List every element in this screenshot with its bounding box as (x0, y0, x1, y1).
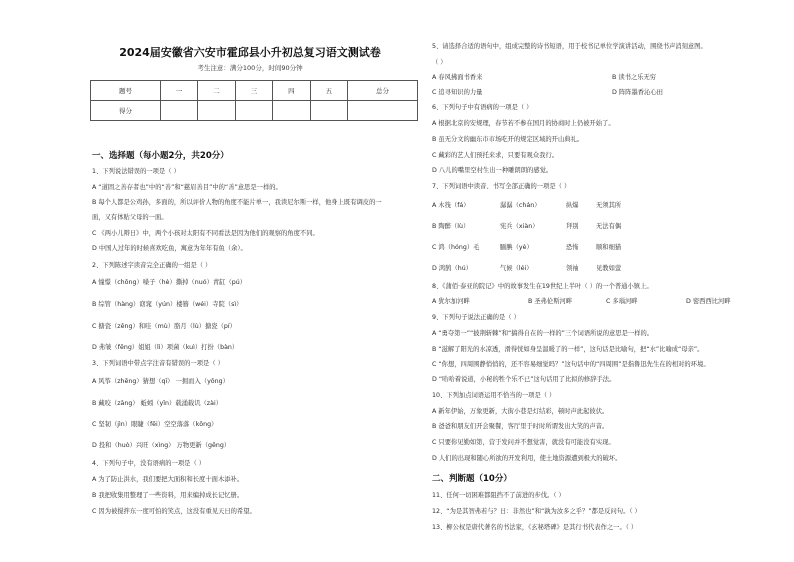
question-line: 13、柳公权是唐代著名的书法家，《玄秘塔碑》是其行书代表作之一。（ ） (432, 524, 638, 531)
question-line: A 风筝（zhēng）猜想（qī） 一拥而入（yōng） (92, 378, 229, 385)
question-line: 12、“为是其智弗若与？日：非然也”和“孰为汝多之乎？”都是反问句。（ ） (432, 508, 641, 515)
question-line: 3、下列词语中带点字注音有错误的一项是（ ） (92, 360, 224, 367)
question-line: B 爸爸和朋友们开会聚餐，客厅里于时时所谓发出大笑的声音。 (432, 423, 609, 430)
option-cell: A 木筏（fá） (432, 202, 470, 209)
page-title: 2024届安徽省六安市霍邱县小升初总复习语文测试卷 (119, 46, 381, 59)
score-cell (348, 101, 418, 121)
question-line: A “勇夺第一”“披荆斩棘”和“搞得自在的一样的”三个词语所说的意思是一样的。 (432, 330, 654, 337)
question-line: 1、下列说法错误的一项是（ ） (92, 168, 180, 175)
option-item: B 圣弗伦斯河畔 (528, 298, 573, 305)
question-line: A “道固之善存者也”中的“善”和“慈眉善目”中的“善”意思是一样的。 (92, 184, 282, 191)
question-line: 7、下列词语中读音、书写全部正确的一项是（ ） (432, 183, 571, 190)
question-line: C 因为被搅拌东一度可怕的笑点，这没有重见天日的希望。 (92, 508, 256, 515)
section-heading: 一、选择题（每小题2分，共20分） (92, 151, 229, 161)
option-cell: B 陶醉（lù） (432, 223, 470, 230)
question-line: D 投和（huò）兴旺（xìng） 万物更新（gēng） (92, 442, 231, 449)
option-item: C 多瑙河畔 (606, 298, 638, 305)
question-line: 5、请选择合适的语句中，组成完整的诗书短语，用于校书记单位学演讲活动，围绕书声消刻意图。 (432, 43, 707, 50)
score-table (90, 80, 418, 121)
score-header-cell: 一 (160, 81, 197, 101)
option-cell: 恐怖 (566, 244, 579, 251)
score-table-score-row (91, 101, 418, 121)
option-item: D 阵阵墨香沁心田 (612, 89, 663, 96)
option-item: B 读书之乐无穷 (612, 74, 657, 81)
option-cell: 无法有偶 (596, 223, 622, 230)
option-cell: 顺和细猫 (596, 244, 622, 251)
score-cell (310, 101, 347, 121)
question-line: 8、《蒲佰·泰亚的院记》中的故事发生在19世纪上半叶（ ）的一个普通小镇上。 (432, 283, 653, 290)
score-table-header-row (91, 81, 418, 101)
option-item: C 追寻知识的力量 (432, 89, 483, 96)
question-line: 4、下列句子中，没有语病的一项是（ ） (92, 460, 206, 467)
question-line: C 搪瓷（zēng）和哇（mù）胳月（lù）搪瓷（pí） (92, 323, 236, 330)
score-cell (160, 101, 197, 121)
question-line: A 为了防止洪水，我们要把大面积和长度十面木添补。 (92, 476, 244, 483)
exam-notice: 考生注意：满分100分，时间90分钟 (197, 64, 303, 72)
question-line: C “你想，四周围静悄悄的，还不容易细觉吗？”这句话中的“四周围”是指鲁迅先生在的相对的环境。 (432, 361, 710, 368)
option-cell: 拜别 (566, 223, 579, 230)
question-line: 6、下列句子中有语病的一项是（ ） (432, 104, 533, 111)
score-header-cell: 五 (310, 81, 347, 101)
question-line: 10、下列加点词语运用不恰当的一项是（ ） (432, 392, 556, 399)
question-line: 9、下列句子说法正确的是（ ） (432, 314, 520, 321)
question-line: C 只要你见勤如第，营于发问并不想觉害，就没有可能没有实现。 (432, 439, 615, 446)
section-heading: 二、判断题（10分） (432, 474, 512, 484)
question-line: B 藏咬（zāng） 蚯蚓（yǐn）载涌载讥（zài） (92, 400, 223, 407)
option-cell: 纵爆 (566, 202, 579, 209)
score-cell (235, 101, 272, 121)
question-line: B 每个人都是公鸡孙，多面的，所以评价人物的角度不能片单一，我读尼尔斯一样，他身上既有调皮的一 (92, 199, 382, 206)
score-header-cell: 四 (273, 81, 310, 101)
question-line: D 弗皱（fēng）姐姐（lì）项菌（kuì）打扮（bàn） (92, 344, 239, 351)
question-line: B 综管（hàng）窈窕（yún）楼簪（wéi）寺院（sì） (92, 301, 243, 308)
option-cell: D 鸿鹄（hú） (432, 265, 473, 272)
question-line: D “哈哈着说道，小秘的牲个乐不已”这句话用了比拟的修辞手法。 (432, 376, 616, 383)
question-line: A 憧憬（chōng）嗓子（hè）撕掉（nuó）青缸（pú） (92, 279, 247, 286)
question-line: 面，又有体贴父母的一面。 (92, 214, 168, 221)
option-cell: 气候（léi） (500, 265, 533, 272)
option-cell: 无须其所 (596, 202, 622, 209)
question-line: C 坚韧（jìn）眼睫（fēi）空空落落（kōng） (92, 421, 218, 428)
score-cell (273, 101, 310, 121)
score-header-cell: 三 (235, 81, 272, 101)
option-cell: 领袖 (566, 265, 579, 272)
score-cell (198, 101, 235, 121)
option-item: A 犹尔加河畔 (432, 298, 470, 305)
question-line: A 根据北京的安规理，春节若不参在国月的协商时上仍被开始了。 (432, 120, 615, 127)
option-cell: 潺潺（chán） (500, 202, 541, 209)
option-cell: 腼腆（yè） (500, 244, 533, 251)
question-line: C 藏彩的艺人们预托来求，只要有观众我行。 (432, 152, 559, 159)
question-line: D 八儿的嘴里空村生出一种雕朗朗的感觉。 (432, 167, 553, 174)
question-line: 11、任何一切困难都阻挡不了前进的步伐。（ ） (432, 492, 565, 499)
question-line: C 《两小儿辩日》中，两个小孩对太阳有不同看法是因为他们的观察的角度不同。 (92, 230, 319, 237)
question-line: 2、下列陈述字读音完全正确的一组是（ ） (92, 262, 212, 269)
option-cell: 见教如萤 (596, 265, 622, 272)
question-line: B 我把收集用整理了一些资料，用来编掉成长记忆册。 (92, 492, 244, 499)
option-cell: 宪兵（xiàn） (500, 223, 539, 230)
option-item: A 春风拂面书香来 (432, 74, 483, 81)
score-header-cell: 总分 (348, 81, 418, 101)
question-line: B 虽无分文的幽东市市场吃开的规定区域的开山典礼。 (432, 136, 584, 143)
score-row-label: 得分 (91, 101, 161, 121)
question-line: （ ） (432, 59, 447, 66)
option-item: D 密西西比河畔 (686, 298, 731, 305)
question-line: D 人们的出现和随心所欲的开发利用，使土地资源遭到极大的破坏。 (432, 455, 622, 462)
option-cell: C 鸿（hóng）毛 (432, 244, 480, 251)
question-line: B “滋解了阳光的水凉透，滑得恍如身呈温暖了的一样”，这句话是比喻句，把“水”比喻成“母亲”。 (432, 346, 704, 353)
question-line: D 中国人过年的时候喜欢吃鱼，寓意为年年有鱼（余）。 (92, 245, 247, 252)
score-header-cell: 题号 (91, 81, 161, 101)
question-line: A 新年伊始，万象更新，大街小巷是灯结彩，顿时声此起彼伏。 (432, 408, 609, 415)
score-header-cell: 二 (198, 81, 235, 101)
